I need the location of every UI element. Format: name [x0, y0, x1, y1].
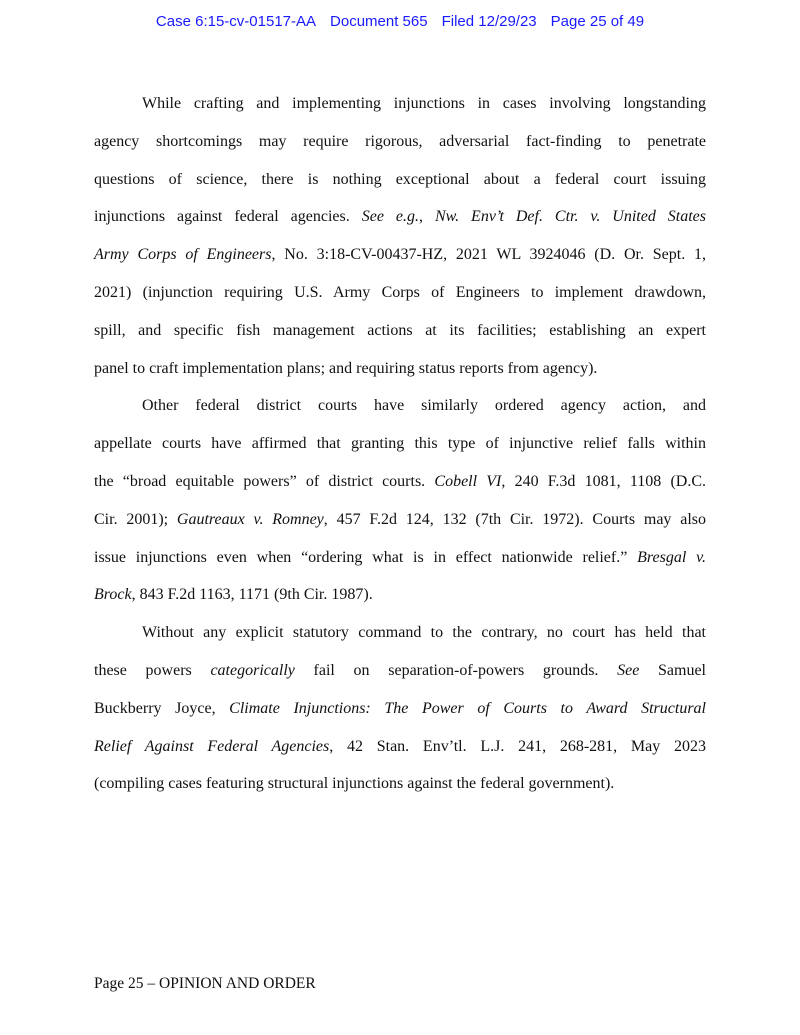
text-run: fail on separation-of-powers grounds.	[294, 661, 618, 679]
text-run: , 240 F.3d 1081, 1108 (D.C.	[501, 472, 707, 490]
text-run: appellate courts have affirmed that granting this type of injunctive relief falls within	[94, 435, 706, 453]
paragraph	[94, 619, 706, 808]
text-line	[94, 128, 706, 166]
document-body	[94, 90, 706, 808]
text-run: agency shortcomings may require rigorous, adversarial fact-finding to penetrate	[94, 132, 706, 150]
italic-text: See e.g.	[361, 208, 419, 226]
text-run: injunctions against federal agencies.	[94, 208, 362, 226]
italic-text: Nw. Env’t Def. Ctr. v. United States	[434, 208, 707, 226]
text-run: these powers	[94, 661, 211, 679]
text-run: 2021) (injunction requiring U.S. Army Corps of Engineers to implement drawdown,	[94, 283, 706, 301]
text-run: the “broad equitable powers” of district courts.	[94, 472, 435, 490]
text-line	[94, 90, 706, 128]
text-line	[94, 770, 706, 808]
text-run: ,	[418, 208, 435, 226]
paragraph	[94, 90, 706, 392]
text-line	[94, 166, 706, 204]
document-number: Document 565	[330, 13, 428, 30]
filed-date: Filed 12/29/23	[441, 13, 537, 30]
text-run: , 843 F.2d 1163, 1171 (9th Cir. 1987).	[131, 586, 373, 604]
case-number: Case 6:15-cv-01517-AA	[155, 13, 317, 30]
text-run: , No. 3:18-CV-00437-HZ, 2021 WL 3924046 (D. Or. Sept. 1,	[271, 246, 707, 264]
text-line	[94, 657, 706, 695]
paragraph	[94, 392, 706, 619]
text-run: issue injunctions even when “ordering what is in effect nationwide relief.”	[94, 548, 638, 566]
italic-text: Army Corps of Engineers	[94, 246, 272, 264]
text-run: questions of science, there is nothing exceptional about a federal court issuing	[94, 170, 706, 188]
text-line	[94, 392, 706, 430]
text-run: Buckberry Joyce,	[94, 699, 230, 717]
text-line	[94, 203, 706, 241]
text-run: Samuel	[639, 661, 706, 679]
italic-text: Gautreaux v. Romney	[176, 510, 324, 528]
italic-text: Relief Against Federal Agencies	[94, 737, 330, 755]
page-footer: Page 25 – OPINION AND ORDER	[94, 975, 316, 992]
italic-text: Climate Injunctions: The Power of Courts to Award Structural	[229, 699, 706, 717]
text-line	[94, 317, 706, 355]
text-run: Other federal district courts have similarly ordered agency action, and	[142, 397, 706, 415]
italic-text: categorically	[210, 661, 295, 679]
italic-text: Bresgal v.	[637, 548, 706, 566]
italic-text: See	[617, 661, 640, 679]
text-run: Cir. 2001);	[94, 510, 177, 528]
text-line	[94, 695, 706, 733]
text-run: , 42 Stan. Env’tl. L.J. 241, 268-281, May 2023	[329, 737, 706, 755]
text-line	[94, 241, 706, 279]
text-run: Without any explicit statutory command to the contrary, no court has held that	[142, 624, 706, 642]
page-count: Page 25 of 49	[550, 13, 645, 30]
text-line	[94, 619, 706, 657]
text-line	[94, 733, 706, 771]
text-line	[94, 279, 706, 317]
text-line	[94, 581, 706, 619]
text-line	[94, 544, 706, 582]
italic-text: Cobell VI	[434, 472, 502, 490]
text-run: (compiling cases featuring structural injunctions against the federal government).	[94, 775, 615, 793]
text-run: panel to craft implementation plans; and requiring status reports from agency).	[94, 359, 598, 377]
text-line	[94, 430, 706, 468]
text-line	[94, 468, 706, 506]
italic-text: Brock	[94, 586, 132, 604]
text-run: spill, and specific fish management actions at its facilities; establishing an expert	[94, 321, 706, 339]
ecf-header	[0, 13, 800, 30]
text-run: , 457 F.2d 124, 132 (7th Cir. 1972). Courts may also	[323, 510, 706, 528]
text-run: While crafting and implementing injunctions in cases involving longstanding	[142, 95, 706, 112]
text-line	[94, 355, 706, 393]
text-line	[94, 506, 706, 544]
